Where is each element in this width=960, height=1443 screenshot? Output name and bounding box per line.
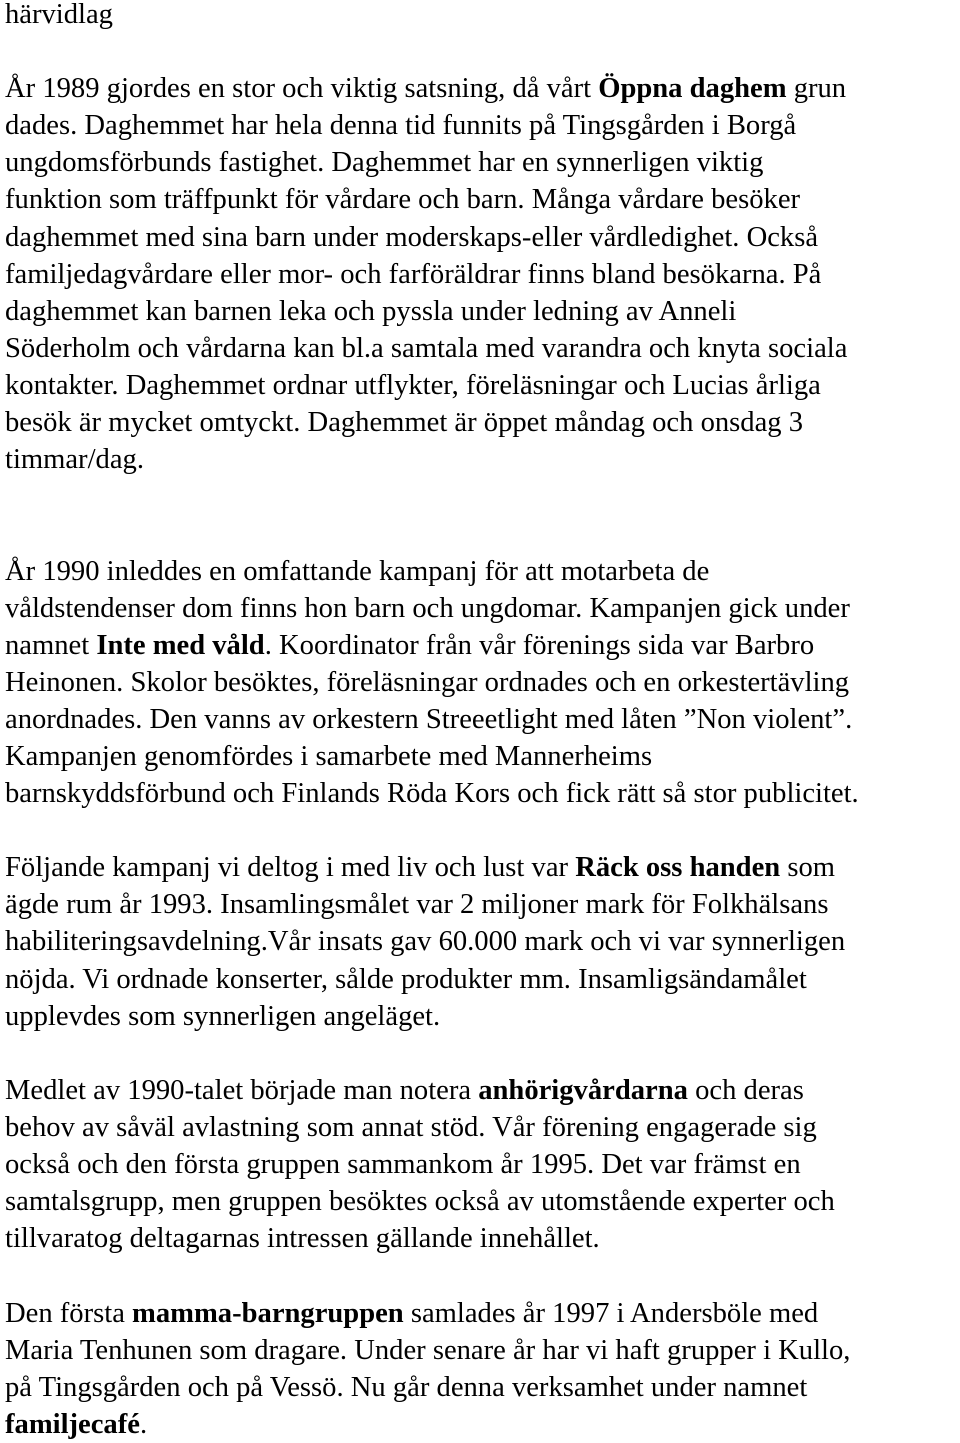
text-run: daghemmet kan barnen leka och pyssla under ledning av Anneli: [5, 295, 737, 327]
text-line: [5, 886, 845, 923]
paragraph-mamma-barngruppen: [5, 1295, 850, 1443]
text-line: [5, 0, 113, 33]
text-run: . Koordinator från vår förenings sida var Barbro: [264, 629, 815, 661]
bold-text: anhörigvårdarna: [478, 1074, 688, 1106]
text-run: .: [139, 1408, 148, 1440]
text-line: [5, 404, 847, 441]
text-run: ägde rum år 1993. Insamlingsmålet var 2 miljoner mark för Folkhälsans: [5, 889, 829, 921]
text-line: [5, 701, 859, 738]
text-line: [5, 441, 847, 478]
text-line: [5, 181, 847, 218]
text-run: samtalsgrupp, men gruppen besöktes också av utomstående experter och: [5, 1186, 835, 1218]
text-run: Den första: [5, 1297, 133, 1329]
paragraph-anhorigvardarna: [5, 1072, 835, 1257]
text-run: namnet: [5, 629, 97, 661]
text-run: grun: [786, 73, 847, 105]
text-run: Maria Tenhunen som dragare. Under senare år har vi haft grupper i Kullo,: [5, 1334, 851, 1366]
text-line: [5, 590, 859, 627]
paragraph-oppna-daghem: [5, 70, 847, 478]
text-line: [5, 1295, 850, 1332]
text-line: [5, 293, 847, 330]
text-run: År 1989 gjordes en stor och viktig satsning, då vårt: [5, 73, 599, 105]
paragraph-fragment-top: [5, 0, 113, 33]
bold-text: familjecafé: [5, 1408, 140, 1440]
text-run: Heinonen. Skolor besöktes, föreläsningar ordnades och en orkestertävling: [5, 666, 850, 698]
text-line: [5, 738, 859, 775]
text-line: [5, 1183, 835, 1220]
text-line: [5, 144, 847, 181]
text-run: År 1990 inleddes en omfattande kampanj för att motarbeta de: [5, 555, 710, 587]
text-line: [5, 1332, 850, 1369]
bold-text: mamma-barngruppen: [132, 1297, 404, 1329]
text-run: Följande kampanj vi deltog i med liv och lust var: [5, 852, 576, 884]
text-line: [5, 553, 859, 590]
text-line: [5, 849, 845, 886]
text-line: [5, 107, 847, 144]
text-line: [5, 923, 845, 960]
text-line: [5, 961, 845, 998]
text-run: härvidlag: [5, 0, 113, 30]
paragraph-rack-oss-handen: [5, 849, 845, 1034]
text-line: [5, 1146, 835, 1183]
text-line: [5, 627, 859, 664]
text-line: [5, 256, 847, 293]
text-run: tillvaratog deltagarnas intressen gällande innehållet.: [5, 1223, 600, 1255]
text-run: familjedagvårdare eller mor- och farföräldrar finns bland besökarna. På: [5, 258, 822, 290]
text-run: samlades år 1997 i Andersböle med: [403, 1297, 819, 1329]
text-line: [5, 1109, 835, 1146]
bold-text: Inte med våld: [96, 629, 265, 661]
text-run: på Tingsgården och på Vessö. Nu går denna verksamhet under namnet: [5, 1371, 808, 1403]
text-run: habiliteringsavdelning.Vår insats gav 60.000 mark och vi var synnerligen: [5, 926, 846, 958]
text-run: Söderholm och vårdarna kan bl.a samtala med varandra och knyta sociala: [5, 332, 848, 364]
text-run: nöjda. Vi ordnade konserter, sålde produkter mm. Insamligsändamålet: [5, 963, 807, 995]
text-line: [5, 1369, 850, 1406]
text-run: dades. Daghemmet har hela denna tid funnits på Tingsgården i Borgå: [5, 110, 797, 142]
text-run: Kampanjen genomfördes i samarbete med Mannerheims: [5, 740, 653, 772]
text-run: och deras: [687, 1074, 804, 1106]
bold-text: Öppna daghem: [598, 73, 787, 105]
text-line: [5, 775, 859, 812]
text-run: också och den första gruppen sammankom år 1995. Det var främst en: [5, 1149, 801, 1181]
text-run: timmar/dag.: [5, 444, 144, 476]
text-run: upplevdes som synnerligen angeläget.: [5, 1000, 441, 1032]
text-run: besök är mycket omtyckt. Daghemmet är öppet måndag och onsdag 3: [5, 407, 804, 439]
paragraph-inte-med-vald: [5, 553, 859, 813]
text-line: [5, 70, 847, 107]
text-line: [5, 1220, 835, 1257]
text-run: behov av såväl avlastning som annat stöd. Vår förening engagerade sig: [5, 1111, 817, 1143]
text-run: daghemmet med sina barn under moderskaps-eller vårdledighet. Också: [5, 221, 819, 253]
text-run: funktion som träffpunkt för vårdare och barn. Många vårdare besöker: [5, 184, 801, 216]
text-line: [5, 1406, 850, 1443]
text-line: [5, 330, 847, 367]
text-run: Medlet av 1990-talet började man notera: [5, 1074, 479, 1106]
text-run: anordnades. Den vanns av orkestern Streeetlight med låten ”Non violent”.: [5, 703, 853, 735]
text-line: [5, 1072, 835, 1109]
text-run: kontakter. Daghemmet ordnar utflykter, föreläsningar och Lucias årliga: [5, 369, 821, 401]
text-run: barnskyddsförbund och Finlands Röda Kors och fick rätt så stor publicitet.: [5, 778, 859, 810]
bold-text: Räck oss handen: [575, 852, 781, 884]
text-run: som: [780, 852, 836, 884]
text-line: [5, 367, 847, 404]
text-run: våldstendenser dom finns hon barn och ungdomar. Kampanjen gick under: [5, 592, 850, 624]
text-line: [5, 664, 859, 701]
text-run: ungdomsförbunds fastighet. Daghemmet har en synnerligen viktig: [5, 147, 764, 179]
text-line: [5, 998, 845, 1035]
text-line: [5, 219, 847, 256]
